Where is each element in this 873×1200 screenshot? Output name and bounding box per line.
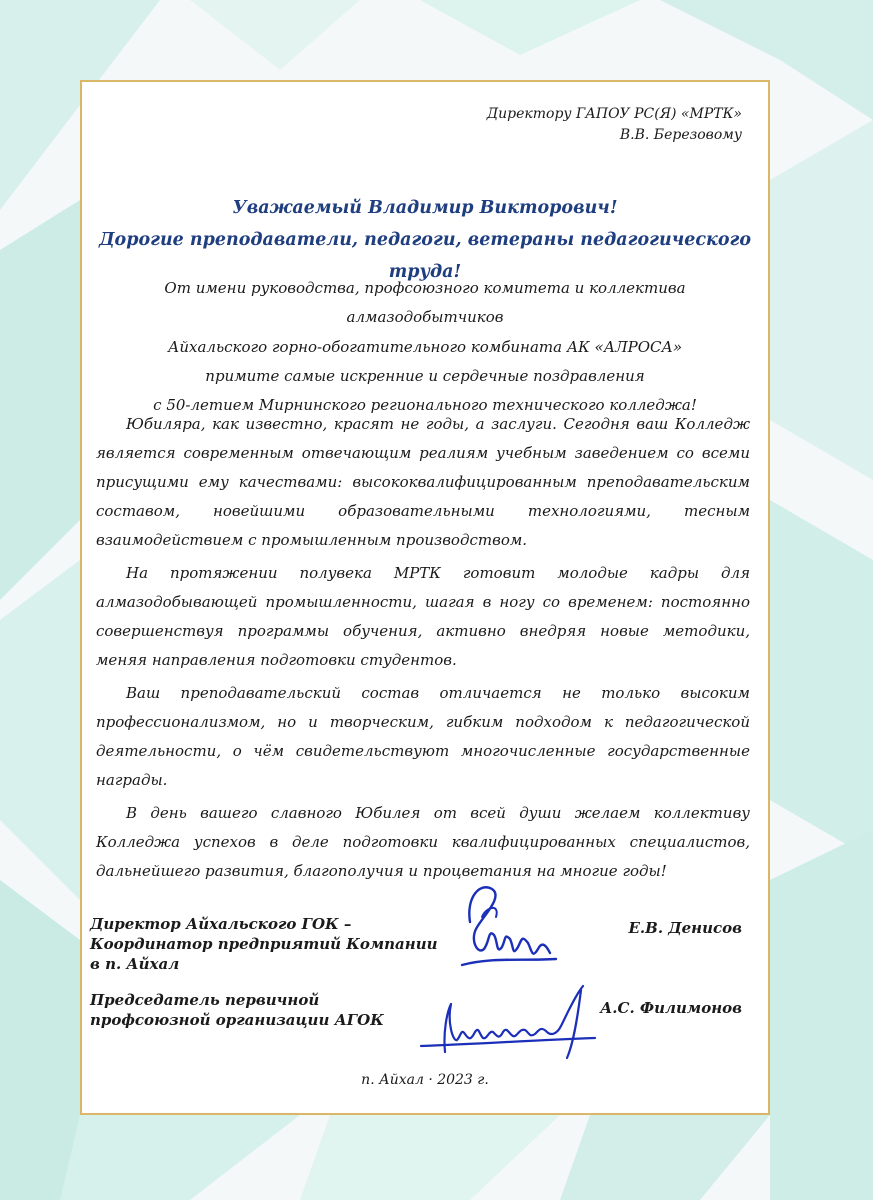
addressee-line-2: В.В. Березовому	[619, 127, 742, 143]
intro-line-1: От имени руководства, профсоюзного комитета и коллектива алмазодобытчиков	[164, 279, 686, 327]
signatory-2-title-line-1: Председатель первичной	[90, 991, 320, 1009]
signatory-1-title-line-2: Координатор предприятий Компании	[90, 935, 438, 953]
signatory-2-name: А.С. Филимонов	[600, 999, 742, 1017]
intro-line-3: примите самые искренние и сердечные поздравления	[205, 366, 645, 385]
greeting-line-1: Уважаемый Владимир Викторович!	[232, 198, 618, 218]
intro-block	[96, 274, 754, 420]
signatory-1-title-line-3: в п. Айхал	[90, 955, 180, 973]
body-paragraph-1: Юбиляра, как известно, красят не годы, а заслуги. Сегодня ваш Колледж является современным отвечающим реалиям учебным заведением со всеми присущими ему качествами: высококвалифицированным преподавательским составом, новейшими образовательными технологиями, тесным взаимодействием с промышленным производством.	[96, 415, 750, 549]
signatory-1-title-line-1: Директор Айхальского ГОК –	[90, 915, 352, 933]
addressee-line-1: Директору ГАПОУ РС(Я) «МРТК»	[486, 106, 742, 122]
intro-line-2: Айхальского горно-обогатительного комбината АК «АЛРОСА»	[167, 337, 683, 356]
body-paragraph-3: Ваш преподавательский состав отличается не только высоким профессионализмом, но и творческим, гибким подходом к педагогической деятельности, о чём свидетельствуют многочисленные государственные награды.	[96, 684, 750, 789]
signatory-1-title	[90, 914, 438, 974]
signature-1-image	[452, 877, 562, 982]
place-and-date: п. Айхал · 2023 г.	[361, 1072, 489, 1088]
body-paragraph-4: В день вашего славного Юбилея от всей души желаем коллективу Колледжа успехов в деле подготовки квалифицированных специалистов, дальнейшего развития, благополучия и процветания на многие годы!	[96, 804, 750, 880]
letter-body	[96, 410, 750, 890]
intro-line-4: с 50-летием Мирнинского регионального технического колледжа!	[153, 396, 697, 415]
body-paragraph-2: На протяжении полувека МРТК готовит молодые кадры для алмазодобывающей промышленности, шагая в ногу со временем: постоянно совершенствуя программы обучения, активно внедряя новые методики, меняя направления подготовки студентов.	[96, 564, 750, 669]
signatory-2-title-line-2: профсоюзной организации АГОК	[90, 1011, 384, 1029]
signatory-2-title	[90, 990, 384, 1030]
signature-2-image	[417, 982, 597, 1072]
addressee-block	[487, 104, 742, 146]
signatory-1-name: Е.В. Денисов	[628, 919, 742, 937]
letter-sheet	[80, 80, 770, 1115]
greeting-line-2: Дорогие преподаватели, педагоги, ветераны педагогического труда!	[98, 230, 752, 282]
